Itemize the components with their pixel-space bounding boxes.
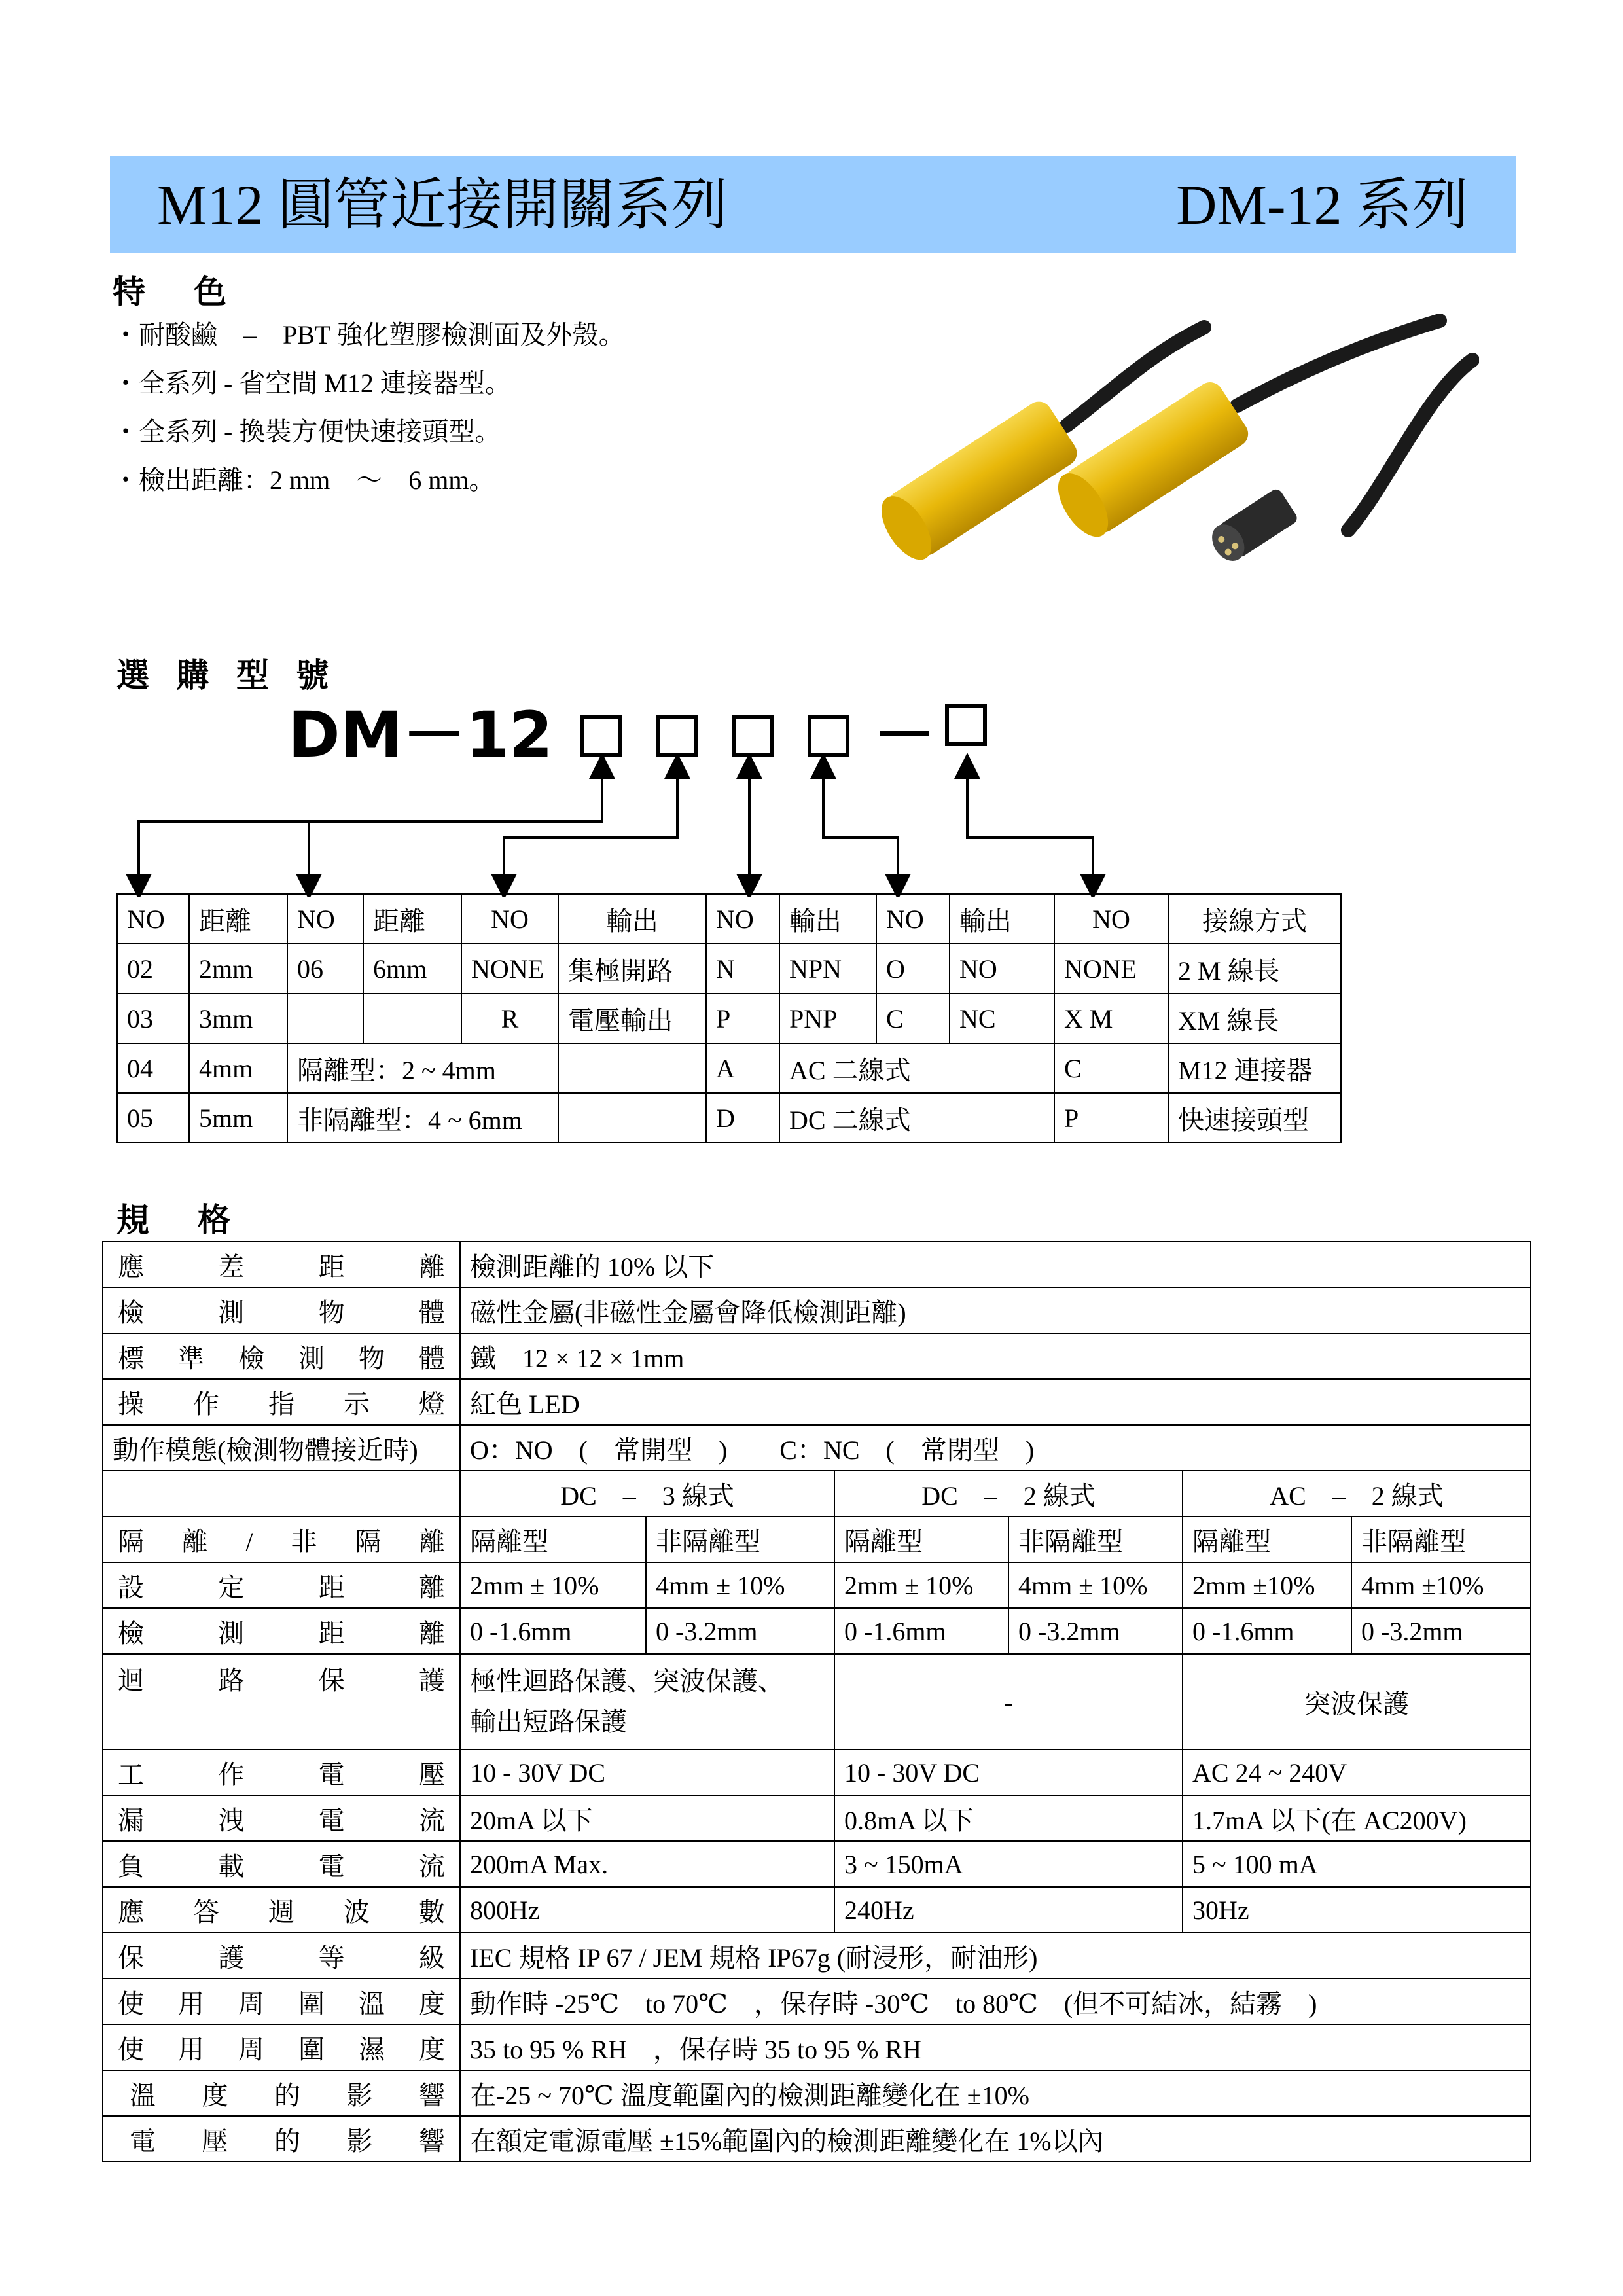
spec-value: 0 -3.2mm <box>1008 1608 1183 1654</box>
table-row <box>103 1749 1531 1795</box>
table-row <box>103 1471 1531 1516</box>
table-cell: 距離 <box>363 894 461 944</box>
spec-value: 1.7mA 以下(在 AC200V) <box>1183 1795 1531 1841</box>
spec-value: 在額定電源電壓 ±15%範圍內的檢測距離變化在 1%以內 <box>460 2116 1531 2162</box>
spec-value: 0 -1.6mm <box>1183 1608 1351 1654</box>
table-cell: 03 <box>117 994 189 1043</box>
table-row <box>103 1562 1531 1608</box>
table-cell: N <box>706 944 779 994</box>
product-photo <box>851 314 1479 589</box>
table-cell: 02 <box>117 944 189 994</box>
model-code-prefix: DM－12 <box>288 698 553 772</box>
title-banner <box>110 156 1516 253</box>
spec-value: 鐵 12 × 12 × 1mm <box>460 1333 1531 1379</box>
code-slot-box <box>656 715 698 757</box>
table-cell: 集極開路 <box>558 944 706 994</box>
table-row <box>103 1242 1531 1287</box>
table-cell: O <box>876 944 950 994</box>
table-row <box>103 1979 1531 2024</box>
table-row <box>117 994 1341 1043</box>
spec-value: 隔離型 <box>1183 1516 1351 1562</box>
model-code-dash: － <box>873 698 936 772</box>
table-row <box>117 1043 1341 1093</box>
spec-value: 5 ~ 100 mA <box>1183 1841 1531 1887</box>
table-row <box>103 1287 1531 1333</box>
spec-label: 應答週波數 <box>103 1887 460 1933</box>
spec-value: 200mA Max. <box>460 1841 834 1887</box>
spec-label: 溫度的影響 <box>103 2070 460 2116</box>
spec-label: 應差距離 <box>103 1242 460 1287</box>
spec-value: 紅色 LED <box>460 1379 1531 1425</box>
spec-value: 800Hz <box>460 1887 834 1933</box>
table-cell: NO <box>950 944 1054 994</box>
table-cell: 輸出 <box>779 894 876 944</box>
spec-value: 30Hz <box>1183 1887 1531 1933</box>
spec-value-line: 極性迴路保護、突波保護、 <box>470 1666 784 1696</box>
spec-value: 3 ~ 150mA <box>834 1841 1183 1887</box>
table-cell: NO <box>461 894 558 944</box>
features-heading: 特 色 <box>113 273 234 311</box>
spec-value: 磁性金屬(非磁性金屬會降低檢測距離) <box>460 1287 1531 1333</box>
table-cell: R <box>461 994 558 1043</box>
feature-item: ・全系列 - 換裝方便快速接頭型。 <box>113 417 501 446</box>
spec-value: 檢測距離的 10% 以下 <box>460 1242 1531 1287</box>
table-cell: A <box>706 1043 779 1093</box>
ordering-heading: 選 購 型 號 <box>116 656 337 694</box>
spec-label: 操作指示燈 <box>103 1379 460 1425</box>
table-cell: 06 <box>287 944 363 994</box>
table-row <box>103 1795 1531 1841</box>
table-cell: DC 二線式 <box>779 1093 1054 1143</box>
table-cell: 04 <box>117 1043 189 1093</box>
table-cell: 3mm <box>189 994 287 1043</box>
spec-value <box>460 1654 834 1749</box>
spec-label: 使用周圍濕度 <box>103 2024 460 2070</box>
spec-value: 4mm ±10% <box>1351 1562 1531 1608</box>
spec-value: 240Hz <box>834 1887 1183 1933</box>
table-cell: 輸出 <box>558 894 706 944</box>
table-cell: NO <box>1054 894 1168 944</box>
table-cell <box>287 994 363 1043</box>
table-row <box>103 2024 1531 2070</box>
spec-value: 非隔離型 <box>646 1516 834 1562</box>
spec-value: 2mm ± 10% <box>460 1562 646 1608</box>
code-slot-box <box>808 715 849 757</box>
feature-item: ・檢出距離：2 mm ～ 6 mm。 <box>113 465 495 495</box>
spec-table <box>102 1241 1531 2162</box>
spec-value: 0 -3.2mm <box>1351 1608 1531 1654</box>
spec-value: 2mm ±10% <box>1183 1562 1351 1608</box>
table-row <box>103 1425 1531 1471</box>
ordering-table <box>116 893 1342 1143</box>
spec-value: 4mm ± 10% <box>1008 1562 1183 1608</box>
table-cell: NO <box>876 894 950 944</box>
table-cell: 輸出 <box>950 894 1054 944</box>
table-cell: C <box>1054 1043 1168 1093</box>
table-cell: P <box>706 994 779 1043</box>
table-cell <box>558 1043 706 1093</box>
spec-value: 10 - 30V DC <box>834 1749 1183 1795</box>
table-cell <box>363 994 461 1043</box>
table-row <box>117 944 1341 994</box>
spec-value: 突波保護 <box>1183 1654 1531 1749</box>
table-cell: 快速接頭型 <box>1168 1093 1341 1143</box>
table-cell: NPN <box>779 944 876 994</box>
table-cell: 2 M 線長 <box>1168 944 1341 994</box>
spec-label: 設定距離 <box>103 1562 460 1608</box>
table-cell: NONE <box>461 944 558 994</box>
group-header: DC – 3 線式 <box>460 1471 834 1516</box>
table-cell: 電壓輸出 <box>558 994 706 1043</box>
table-cell: P <box>1054 1093 1168 1143</box>
code-slot-box <box>945 704 987 746</box>
model-series-title: DM-12 系列 <box>1176 173 1469 236</box>
table-cell: D <box>706 1093 779 1143</box>
series-title: M12 圓管近接開關系列 <box>157 173 728 236</box>
table-cell: 接線方式 <box>1168 894 1341 944</box>
table-cell: NC <box>950 994 1054 1043</box>
spec-value: AC 24 ~ 240V <box>1183 1749 1531 1795</box>
table-cell: NO <box>287 894 363 944</box>
spec-value: 20mA 以下 <box>460 1795 834 1841</box>
spec-value: 10 - 30V DC <box>460 1749 834 1795</box>
feature-item: ・耐酸鹼 – PBT 強化塑膠檢測面及外殼。 <box>113 320 625 350</box>
spec-label: 負載電流 <box>103 1841 460 1887</box>
table-row <box>103 1933 1531 1979</box>
spec-label: 檢測物體 <box>103 1287 460 1333</box>
table-row <box>103 1333 1531 1379</box>
spec-value: 隔離型 <box>460 1516 646 1562</box>
table-cell: 4mm <box>189 1043 287 1093</box>
spec-label: 電壓的影響 <box>103 2116 460 2162</box>
ordering-table-header <box>117 894 1341 944</box>
table-row <box>103 2116 1531 2162</box>
spec-value: 2mm ± 10% <box>834 1562 1008 1608</box>
spec-value: 0 -1.6mm <box>834 1608 1008 1654</box>
table-row <box>117 1093 1341 1143</box>
spec-heading: 規 格 <box>116 1201 238 1239</box>
spec-value: 非隔離型 <box>1008 1516 1183 1562</box>
spec-value-line: 輸出短路保護 <box>470 1707 627 1736</box>
table-cell: 6mm <box>363 944 461 994</box>
spec-value: 4mm ± 10% <box>646 1562 834 1608</box>
code-arrows <box>0 753 1623 897</box>
code-slot-box <box>580 715 622 757</box>
table-cell: 5mm <box>189 1093 287 1143</box>
table-cell: NO <box>706 894 779 944</box>
table-cell: NO <box>117 894 189 944</box>
spec-label: 工作電壓 <box>103 1749 460 1795</box>
table-row <box>103 1379 1531 1425</box>
table-cell: 距離 <box>189 894 287 944</box>
table-cell: 隔離型：2 ~ 4mm <box>287 1043 558 1093</box>
table-cell: 2mm <box>189 944 287 994</box>
table-cell: XM 線長 <box>1168 994 1341 1043</box>
table-row <box>103 1608 1531 1654</box>
table-cell: C <box>876 994 950 1043</box>
table-cell: 非隔離型：4 ~ 6mm <box>287 1093 558 1143</box>
spec-label: 標準檢測物體 <box>103 1333 460 1379</box>
table-row <box>103 2070 1531 2116</box>
spec-label: 檢測距離 <box>103 1608 460 1654</box>
spec-value: 0.8mA 以下 <box>834 1795 1183 1841</box>
table-cell: 05 <box>117 1093 189 1143</box>
spec-value: 0 -1.6mm <box>460 1608 646 1654</box>
spec-value: IEC 規格 IP 67 / JEM 規格 IP67g (耐浸形，耐油形) <box>460 1933 1531 1979</box>
spec-value: 35 to 95 % RH ，保存時 35 to 95 % RH <box>460 2024 1531 2070</box>
table-cell: X M <box>1054 994 1168 1043</box>
table-row <box>103 1841 1531 1887</box>
table-row <box>103 1516 1531 1562</box>
table-cell: PNP <box>779 994 876 1043</box>
spec-value: - <box>834 1654 1183 1749</box>
spec-value: 0 -3.2mm <box>646 1608 834 1654</box>
spec-value: 動作時 -25℃ to 70℃ ，保存時 -30℃ to 80℃ (但不可結冰，結霧 ) <box>460 1979 1531 2024</box>
spec-label: 漏洩電流 <box>103 1795 460 1841</box>
table-row <box>103 1887 1531 1933</box>
table-cell: M12 連接器 <box>1168 1043 1341 1093</box>
spec-label: 使用周圍溫度 <box>103 1979 460 2024</box>
group-header: AC – 2 線式 <box>1183 1471 1531 1516</box>
spec-label: 動作模態(檢測物體接近時) <box>103 1425 460 1471</box>
spec-label: 保護等級 <box>103 1933 460 1979</box>
spec-label <box>103 1471 460 1516</box>
table-row <box>103 1654 1531 1749</box>
spec-value: 非隔離型 <box>1351 1516 1531 1562</box>
spec-value: 在-25 ~ 70℃ 溫度範圍內的檢測距離變化在 ±10% <box>460 2070 1531 2116</box>
table-cell <box>558 1093 706 1143</box>
spec-label: 迴路保護 <box>103 1654 460 1749</box>
spec-value: O：NO ( 常開型 ) C：NC ( 常閉型 ) <box>460 1425 1531 1471</box>
spec-label: 隔離/非隔離 <box>103 1516 460 1562</box>
table-cell: NONE <box>1054 944 1168 994</box>
feature-item: ・全系列 - 省空間 M12 連接器型。 <box>113 368 511 398</box>
code-slot-box <box>732 715 774 757</box>
table-cell: AC 二線式 <box>779 1043 1054 1093</box>
spec-value: 隔離型 <box>834 1516 1008 1562</box>
group-header: DC – 2 線式 <box>834 1471 1183 1516</box>
